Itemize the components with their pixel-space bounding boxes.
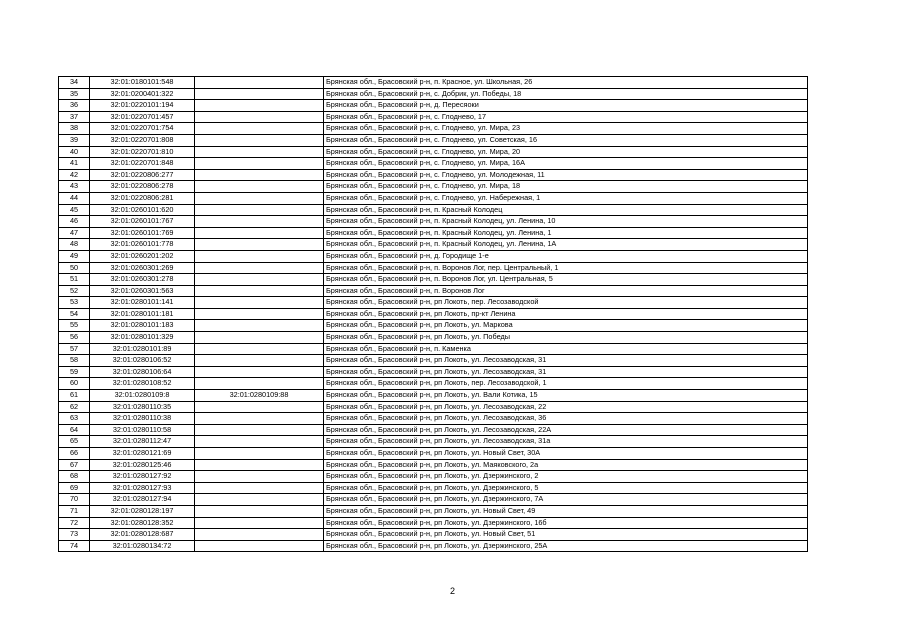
- address-cell: Брянская обл., Брасовский р-н, рп Локоть, ул. Дзержинского, 7А: [324, 494, 808, 506]
- cadastral-number-cell: 32:01:0280112:47: [90, 436, 195, 448]
- cadastral-number-cell: 32:01:0280127:94: [90, 494, 195, 506]
- address-cell: Брянская обл., Брасовский р-н, рп Локоть, ул. Вали Котика, 15: [324, 390, 808, 402]
- row-number-cell: 42: [59, 169, 90, 181]
- row-number-cell: 61: [59, 390, 90, 402]
- linked-cadastral-number-cell: [195, 494, 324, 506]
- linked-cadastral-number-cell: [195, 448, 324, 460]
- cadastral-number-cell: 32:01:0280110:35: [90, 401, 195, 413]
- table-row: [59, 181, 808, 193]
- table-row: [59, 123, 808, 135]
- table-row: [59, 355, 808, 367]
- linked-cadastral-number-cell: [195, 540, 324, 552]
- address-cell: Брянская обл., Брасовский р-н, с. Глоднево, ул. Молодежная, 11: [324, 169, 808, 181]
- table-row: [59, 88, 808, 100]
- cadastral-number-cell: 32:01:0280101:329: [90, 332, 195, 344]
- cadastral-number-cell: 32:01:0280101:183: [90, 320, 195, 332]
- linked-cadastral-number-cell: [195, 459, 324, 471]
- cadastral-number-cell: 32:01:0280134:72: [90, 540, 195, 552]
- linked-cadastral-number-cell: [195, 158, 324, 170]
- table-row: [59, 250, 808, 262]
- row-number-cell: 58: [59, 355, 90, 367]
- row-number-cell: 62: [59, 401, 90, 413]
- row-number-cell: 52: [59, 285, 90, 297]
- table-row: [59, 471, 808, 483]
- table-row: [59, 494, 808, 506]
- address-cell: Брянская обл., Брасовский р-н, п. Красное, ул. Школьная, 26: [324, 77, 808, 89]
- linked-cadastral-number-cell: [195, 100, 324, 112]
- cadastral-number-cell: 32:01:0220806:281: [90, 192, 195, 204]
- cadastral-number-cell: 32:01:0220101:194: [90, 100, 195, 112]
- row-number-cell: 44: [59, 192, 90, 204]
- row-number-cell: 73: [59, 529, 90, 541]
- table-row: [59, 77, 808, 89]
- row-number-cell: 41: [59, 158, 90, 170]
- cadastral-number-cell: 32:01:0260301:269: [90, 262, 195, 274]
- address-cell: Брянская обл., Брасовский р-н, рп Локоть, пер. Лесозаводской, 1: [324, 378, 808, 390]
- row-number-cell: 66: [59, 448, 90, 460]
- cadastral-number-cell: 32:01:0220701:754: [90, 123, 195, 135]
- cadastral-number-cell: 32:01:0220701:808: [90, 134, 195, 146]
- table-row: [59, 459, 808, 471]
- cadastral-number-cell: 32:01:0280106:52: [90, 355, 195, 367]
- linked-cadastral-number-cell: [195, 262, 324, 274]
- table-row: [59, 204, 808, 216]
- linked-cadastral-number-cell: [195, 471, 324, 483]
- cadastral-table: [58, 76, 808, 552]
- cadastral-number-cell: 32:01:0280101:181: [90, 308, 195, 320]
- address-cell: Брянская обл., Брасовский р-н, рп Локоть, ул. Лесозаводская, 36: [324, 413, 808, 425]
- table-row: [59, 134, 808, 146]
- table-row: [59, 320, 808, 332]
- address-cell: Брянская обл., Брасовский р-н, с. Глоднево, ул. Советская, 16: [324, 134, 808, 146]
- row-number-cell: 37: [59, 111, 90, 123]
- cadastral-number-cell: 32:01:0280127:92: [90, 471, 195, 483]
- address-cell: Брянская обл., Брасовский р-н, рп Локоть, ул. Победы: [324, 332, 808, 344]
- address-cell: Брянская обл., Брасовский р-н, с. Глодневo, 17: [324, 111, 808, 123]
- cadastral-number-cell: 32:01:0280121:69: [90, 448, 195, 460]
- linked-cadastral-number-cell: [195, 123, 324, 135]
- cadastral-number-cell: 32:01:0220701:848: [90, 158, 195, 170]
- linked-cadastral-number-cell: [195, 320, 324, 332]
- linked-cadastral-number-cell: [195, 308, 324, 320]
- row-number-cell: 36: [59, 100, 90, 112]
- linked-cadastral-number-cell: [195, 517, 324, 529]
- linked-cadastral-number-cell: [195, 332, 324, 344]
- row-number-cell: 71: [59, 505, 90, 517]
- address-cell: Брянская обл., Брасовский р-н, п. Воронов Лог, пер. Центральный, 1: [324, 262, 808, 274]
- address-cell: Брянская обл., Брасовский р-н, п. Красный Колодец, ул. Ленина, 1А: [324, 239, 808, 251]
- table-row: [59, 285, 808, 297]
- table-row: [59, 239, 808, 251]
- linked-cadastral-number-cell: [195, 274, 324, 286]
- cadastral-number-cell: 32:01:0180101:548: [90, 77, 195, 89]
- table-row: [59, 308, 808, 320]
- linked-cadastral-number-cell: [195, 401, 324, 413]
- page-number: 2: [449, 586, 455, 596]
- row-number-cell: 57: [59, 343, 90, 355]
- address-cell: Брянская обл., Брасовский р-н, рп Локоть, пр-кт Ленина: [324, 308, 808, 320]
- cadastral-number-cell: 32:01:0280128:197: [90, 505, 195, 517]
- table-row: [59, 517, 808, 529]
- cadastral-number-cell: 32:01:0280127:93: [90, 482, 195, 494]
- address-cell: Брянская обл., Брасовский р-н, рп Локоть, ул. Лесозаводская, 22А: [324, 424, 808, 436]
- address-cell: Брянская обл., Брасовский р-н, п. Каменка: [324, 343, 808, 355]
- table-row: [59, 482, 808, 494]
- address-cell: Брянская обл., Брасовский р-н, рп Локоть, ул. Маяковского, 2а: [324, 459, 808, 471]
- row-number-cell: 51: [59, 274, 90, 286]
- linked-cadastral-number-cell: [195, 204, 324, 216]
- address-cell: Брянская обл., Брасовский р-н, с. Добрик, ул. Победы, 18: [324, 88, 808, 100]
- cadastral-number-cell: 32:01:0260101:620: [90, 204, 195, 216]
- cadastral-number-cell: 32:01:0220806:277: [90, 169, 195, 181]
- cadastral-number-cell: 32:01:0200401:322: [90, 88, 195, 100]
- linked-cadastral-number-cell: [195, 181, 324, 193]
- address-cell: Брянская обл., Брасовский р-н, рп Локоть, ул. Новый Свет, 51: [324, 529, 808, 541]
- cadastral-number-cell: 32:01:0280101:89: [90, 343, 195, 355]
- linked-cadastral-number-cell: [195, 297, 324, 309]
- table-row: [59, 401, 808, 413]
- cadastral-number-cell: 32:01:0280108:52: [90, 378, 195, 390]
- cadastral-number-cell: 32:01:0260101:769: [90, 227, 195, 239]
- linked-cadastral-number-cell: [195, 250, 324, 262]
- address-cell: Брянская обл., Брасовский р-н, д. Городище 1-е: [324, 250, 808, 262]
- address-cell: Брянская обл., Брасовский р-н, рп Локоть, ул. Лесозаводская, 31: [324, 355, 808, 367]
- row-number-cell: 48: [59, 239, 90, 251]
- linked-cadastral-number-cell: [195, 192, 324, 204]
- linked-cadastral-number-cell: [195, 413, 324, 425]
- table-row: [59, 227, 808, 239]
- address-cell: Брянская обл., Брасовский р-н, рп Локоть, ул. Лесозаводская, 22: [324, 401, 808, 413]
- cadastral-number-cell: 32:01:0280109:8: [90, 390, 195, 402]
- address-cell: Брянская обл., Брасовский р-н, с. Глоднево, ул. Мира, 18: [324, 181, 808, 193]
- table-row: [59, 146, 808, 158]
- table-row: [59, 111, 808, 123]
- cadastral-number-cell: 32:01:0280110:58: [90, 424, 195, 436]
- linked-cadastral-number-cell: [195, 134, 324, 146]
- row-number-cell: 70: [59, 494, 90, 506]
- row-number-cell: 54: [59, 308, 90, 320]
- row-number-cell: 63: [59, 413, 90, 425]
- row-number-cell: 34: [59, 77, 90, 89]
- cadastral-number-cell: 32:01:0280128:687: [90, 529, 195, 541]
- linked-cadastral-number-cell: [195, 378, 324, 390]
- linked-cadastral-number-cell: 32:01:0280109:88: [195, 390, 324, 402]
- row-number-cell: 43: [59, 181, 90, 193]
- row-number-cell: 60: [59, 378, 90, 390]
- row-number-cell: 65: [59, 436, 90, 448]
- address-cell: Брянская обл., Брасовский р-н, п. Воронов Лог: [324, 285, 808, 297]
- cadastral-number-cell: 32:01:0280101:141: [90, 297, 195, 309]
- table-row: [59, 297, 808, 309]
- address-cell: Брянская обл., Брасовский р-н, с. Глоднево, ул. Мира, 23: [324, 123, 808, 135]
- cadastral-number-cell: 32:01:0220701:457: [90, 111, 195, 123]
- cadastral-number-cell: 32:01:0260101:767: [90, 216, 195, 228]
- linked-cadastral-number-cell: [195, 169, 324, 181]
- row-number-cell: 40: [59, 146, 90, 158]
- address-cell: Брянская обл., Брасовский р-н, с. Глоднево, ул. Мира, 16А: [324, 158, 808, 170]
- cadastral-number-cell: 32:01:0280106:64: [90, 366, 195, 378]
- table-row: [59, 540, 808, 552]
- table-row: [59, 413, 808, 425]
- row-number-cell: 46: [59, 216, 90, 228]
- row-number-cell: 38: [59, 123, 90, 135]
- table-row: [59, 505, 808, 517]
- address-cell: Брянская обл., Брасовский р-н, рп Локоть, ул. Лесозаводская, 31: [324, 366, 808, 378]
- table-row: [59, 390, 808, 402]
- table-row: [59, 529, 808, 541]
- cadastral-number-cell: 32:01:0280125:46: [90, 459, 195, 471]
- row-number-cell: 64: [59, 424, 90, 436]
- address-cell: Брянская обл., Брасовский р-н, с. Глоднево, ул. Мира, 20: [324, 146, 808, 158]
- table-row: [59, 332, 808, 344]
- linked-cadastral-number-cell: [195, 227, 324, 239]
- row-number-cell: 39: [59, 134, 90, 146]
- row-number-cell: 68: [59, 471, 90, 483]
- linked-cadastral-number-cell: [195, 366, 324, 378]
- row-number-cell: 55: [59, 320, 90, 332]
- address-cell: Брянская обл., Брасовский р-н, рп Локоть, ул. Новый Свет, 49: [324, 505, 808, 517]
- row-number-cell: 56: [59, 332, 90, 344]
- row-number-cell: 49: [59, 250, 90, 262]
- cadastral-number-cell: 32:01:0260101:778: [90, 239, 195, 251]
- row-number-cell: 74: [59, 540, 90, 552]
- linked-cadastral-number-cell: [195, 239, 324, 251]
- table-row: [59, 169, 808, 181]
- linked-cadastral-number-cell: [195, 216, 324, 228]
- address-cell: Брянская обл., Брасовский р-н, рп Локоть, ул. Дзержинского, 25А: [324, 540, 808, 552]
- linked-cadastral-number-cell: [195, 111, 324, 123]
- row-number-cell: 59: [59, 366, 90, 378]
- cadastral-number-cell: 32:01:0260301:278: [90, 274, 195, 286]
- table-row: [59, 158, 808, 170]
- row-number-cell: 45: [59, 204, 90, 216]
- linked-cadastral-number-cell: [195, 343, 324, 355]
- table-row: [59, 424, 808, 436]
- table-row: [59, 192, 808, 204]
- linked-cadastral-number-cell: [195, 529, 324, 541]
- row-number-cell: 67: [59, 459, 90, 471]
- table-row: [59, 343, 808, 355]
- cadastral-number-cell: 32:01:0280128:352: [90, 517, 195, 529]
- address-cell: Брянская обл., Брасовский р-н, рп Локоть, ул. Дзержинского, 16б: [324, 517, 808, 529]
- row-number-cell: 47: [59, 227, 90, 239]
- table-row: [59, 366, 808, 378]
- table-row: [59, 262, 808, 274]
- linked-cadastral-number-cell: [195, 436, 324, 448]
- address-cell: Брянская обл., Брасовский р-н, рп Локоть, ул. Новый Свет, 30А: [324, 448, 808, 460]
- linked-cadastral-number-cell: [195, 146, 324, 158]
- row-number-cell: 72: [59, 517, 90, 529]
- table-row: [59, 436, 808, 448]
- linked-cadastral-number-cell: [195, 424, 324, 436]
- table-row: [59, 274, 808, 286]
- linked-cadastral-number-cell: [195, 482, 324, 494]
- row-number-cell: 69: [59, 482, 90, 494]
- address-cell: Брянская обл., Брасовский р-н, п. Красный Колодец, ул. Ленина, 1: [324, 227, 808, 239]
- table-body: [59, 77, 808, 552]
- table-row: [59, 100, 808, 112]
- cadastral-number-cell: 32:01:0220701:810: [90, 146, 195, 158]
- row-number-cell: 53: [59, 297, 90, 309]
- cadastral-number-cell: 32:01:0220806:278: [90, 181, 195, 193]
- table-row: [59, 378, 808, 390]
- linked-cadastral-number-cell: [195, 505, 324, 517]
- linked-cadastral-number-cell: [195, 88, 324, 100]
- cadastral-number-cell: 32:01:0260301:563: [90, 285, 195, 297]
- table-row: [59, 216, 808, 228]
- table-row: [59, 448, 808, 460]
- linked-cadastral-number-cell: [195, 285, 324, 297]
- address-cell: Брянская обл., Брасовский р-н, с. Глоднево, ул. Набережная, 1: [324, 192, 808, 204]
- address-cell: Брянская обл., Брасовский р-н, рп Локоть, ул. Маркова: [324, 320, 808, 332]
- row-number-cell: 50: [59, 262, 90, 274]
- linked-cadastral-number-cell: [195, 355, 324, 367]
- row-number-cell: 35: [59, 88, 90, 100]
- cadastral-number-cell: 32:01:0280110:38: [90, 413, 195, 425]
- address-cell: Брянская обл., Брасовский р-н, рп Локоть, пер. Лесозаводской: [324, 297, 808, 309]
- address-cell: Брянская обл., Брасовский р-н, п. Воронов Лог, ул. Центральная, 5: [324, 274, 808, 286]
- linked-cadastral-number-cell: [195, 77, 324, 89]
- address-cell: Брянская обл., Брасовский р-н, рп Локоть, ул. Лесозаводская, 31а: [324, 436, 808, 448]
- address-cell: Брянская обл., Брасовский р-н, п. Красный Колодец: [324, 204, 808, 216]
- cadastral-number-cell: 32:01:0260201:202: [90, 250, 195, 262]
- address-cell: Брянская обл., Брасовский р-н, п. Красный Колодец, ул. Ленина, 10: [324, 216, 808, 228]
- address-cell: Брянская обл., Брасовский р-н, д. Пересяоки: [324, 100, 808, 112]
- address-cell: Брянская обл., Брасовский р-н, рп Локоть, ул. Дзержинского, 5: [324, 482, 808, 494]
- address-cell: Брянская обл., Брасовский р-н, рп Локоть, ул. Дзержинского, 2: [324, 471, 808, 483]
